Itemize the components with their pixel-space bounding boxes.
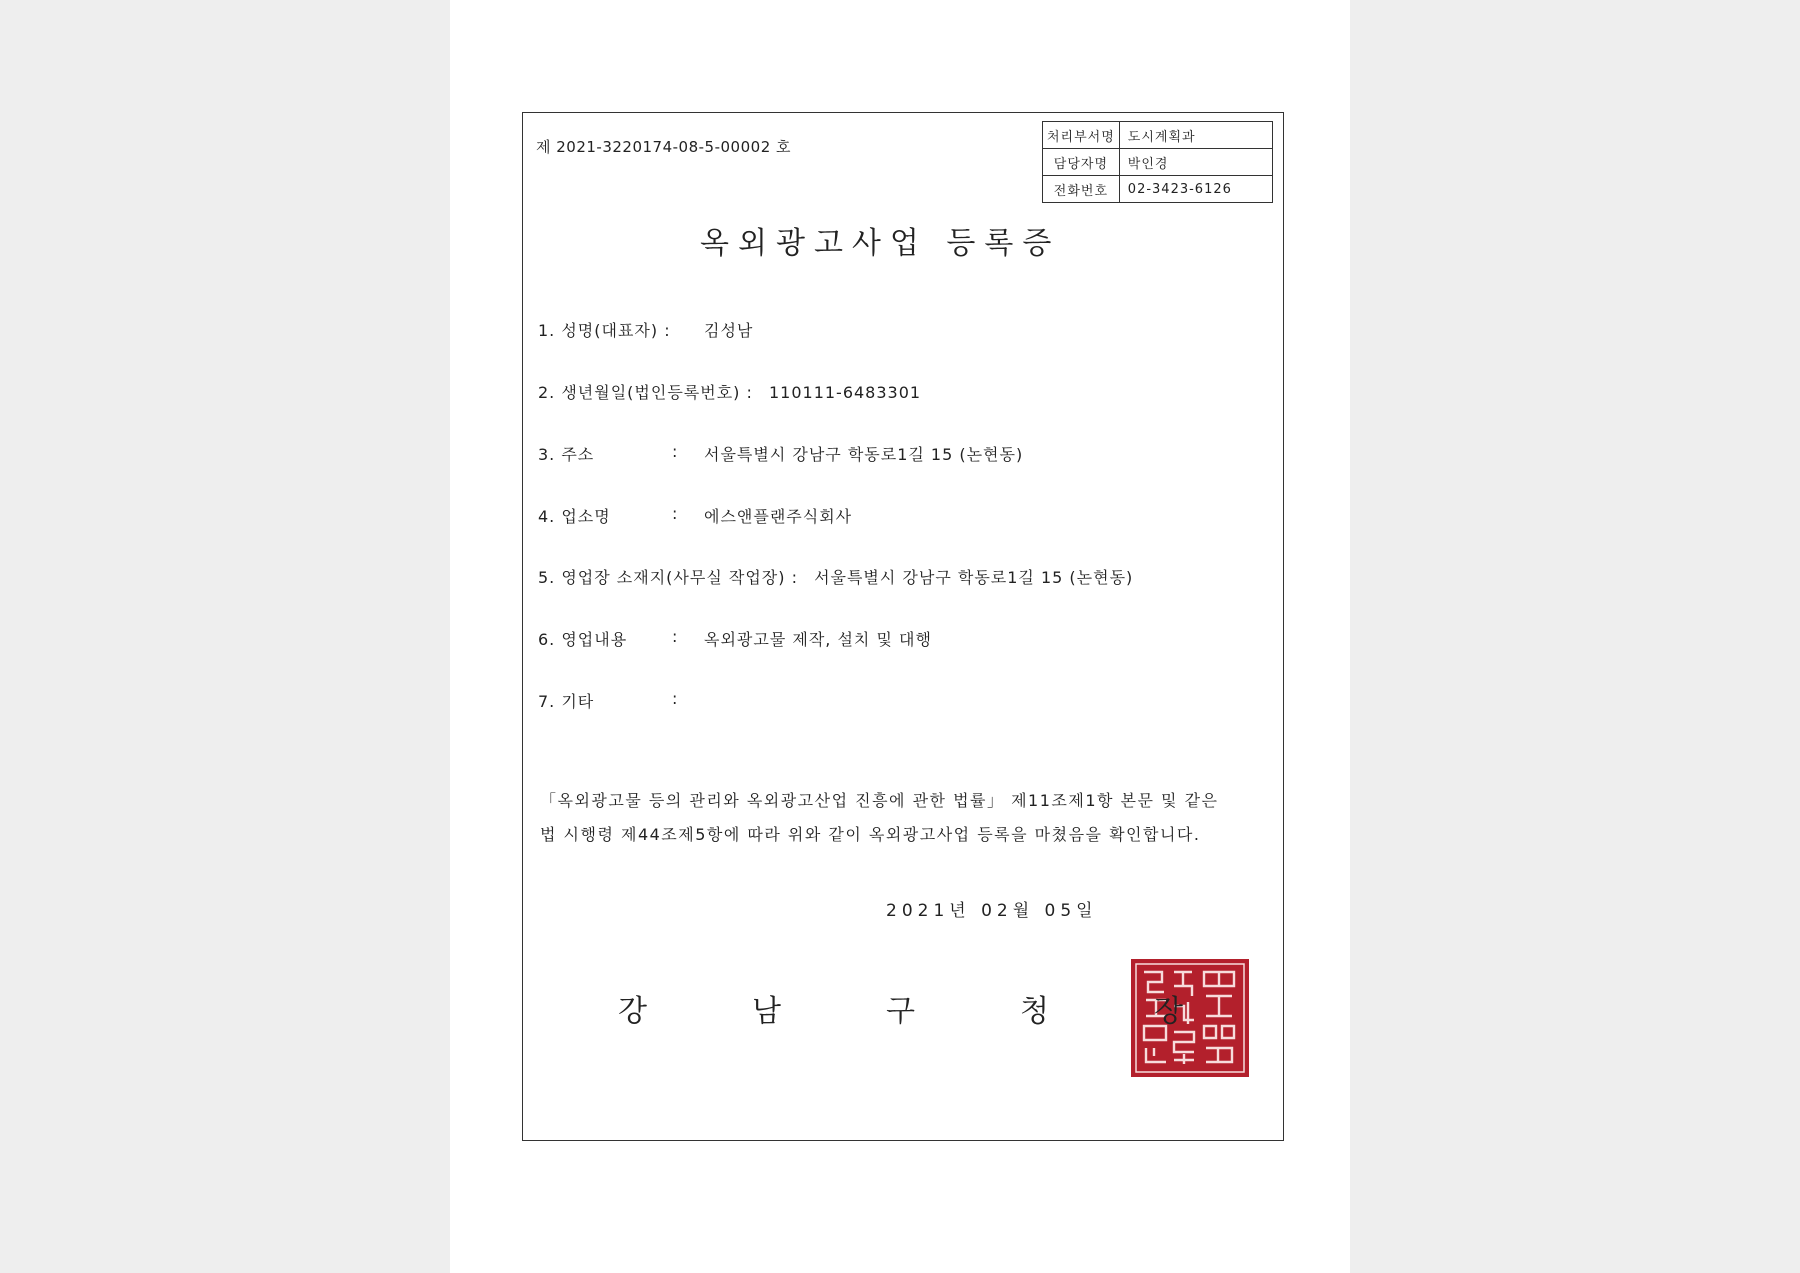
- field-label: 3. 주소: [538, 445, 595, 464]
- field-label: 1. 성명(대표자) :: [538, 321, 671, 340]
- field-colon: :: [672, 627, 679, 646]
- document-number: 제 2021-3220174-08-5-00002 호: [536, 138, 791, 156]
- department-info-table: [1042, 121, 1273, 203]
- field-value: 서울특별시 강남구 학동로1길 15 (논현동): [814, 568, 1134, 587]
- phone-value: 02-3423-6126: [1119, 176, 1272, 203]
- seal-stamp-icon: [1128, 956, 1252, 1080]
- field-label: 5. 영업장 소재지(사무실 작업장) :: [538, 568, 798, 587]
- field-representative: [538, 318, 754, 341]
- field-registration-number: [538, 380, 921, 403]
- field-label: 2. 생년월일(법인등록번호) :: [538, 383, 753, 402]
- field-business-location: [538, 565, 1133, 588]
- field-business-name: [538, 504, 853, 527]
- confirmation-statement: 「옥외광고물 등의 관리와 옥외광고산업 진흥에 관한 법률」 제11조제1항 본문 및 같은 법 시행령 제44조제5항에 따라 위와 같이 옥외광고사업 등록을 마쳤음을 확인합니다.: [540, 791, 1219, 844]
- issue-date: 2021년 02월 05일: [886, 901, 1098, 921]
- field-label: 6. 영업내용: [538, 630, 628, 649]
- field-colon: :: [672, 689, 679, 708]
- phone-row: [1043, 176, 1273, 203]
- phone-key: 전화번호: [1043, 176, 1120, 203]
- field-colon: :: [672, 504, 679, 523]
- field-value: 김성남: [704, 321, 754, 340]
- manager-key: 담당자명: [1043, 149, 1120, 176]
- certificate-title: 옥외광고사업 등록증: [700, 226, 1061, 261]
- department-row: [1043, 122, 1273, 149]
- field-value: 옥외광고물 제작, 설치 및 대행: [704, 630, 932, 649]
- issuer-char: 남: [752, 994, 781, 1029]
- field-colon: :: [672, 442, 679, 461]
- department-value: 도시계획과: [1119, 122, 1272, 149]
- issuer-char: 장: [1154, 994, 1183, 1029]
- field-value: 서울특별시 강남구 학동로1길 15 (논현동): [704, 445, 1024, 464]
- official-seal: [1128, 956, 1252, 1080]
- field-label: 7. 기타: [538, 692, 595, 711]
- field-value: 110111-6483301: [768, 383, 922, 402]
- field-value: 에스앤플랜주식회사: [704, 507, 853, 526]
- manager-row: [1043, 149, 1273, 176]
- department-key: 처리부서명: [1043, 122, 1120, 149]
- manager-value: 박인경: [1119, 149, 1272, 176]
- field-business-content: [538, 627, 932, 650]
- issuer-char: 청: [1020, 994, 1049, 1029]
- issuer-char: 구: [886, 994, 915, 1029]
- issuer-char: 강: [618, 994, 647, 1029]
- field-address: [538, 442, 1024, 465]
- field-label: 4. 업소명: [538, 507, 611, 526]
- field-other: [538, 689, 679, 712]
